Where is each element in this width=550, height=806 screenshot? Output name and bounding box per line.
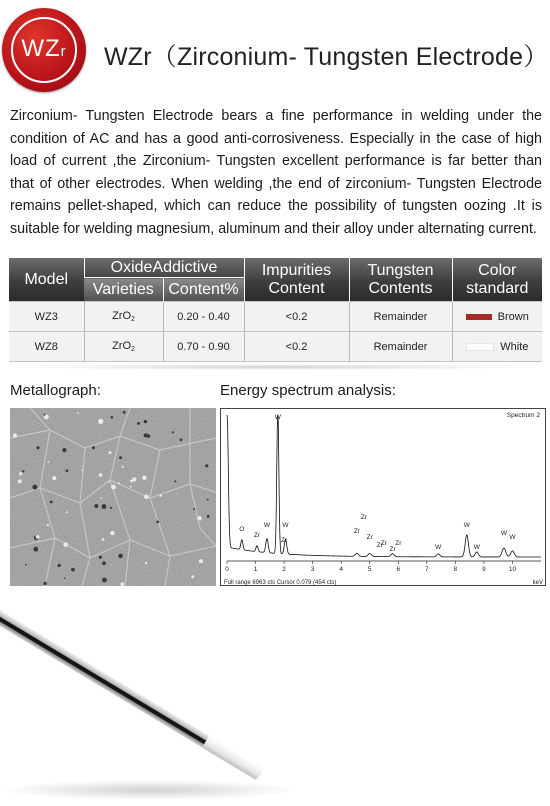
- energy-spectrum-chart: [220, 408, 546, 586]
- color-swatch: [466, 314, 492, 320]
- micro-pit: [58, 564, 61, 567]
- micro-pit: [172, 431, 174, 433]
- cell-variety: ZrO2: [84, 332, 163, 362]
- header-content: Content%: [163, 278, 244, 302]
- peak-label: W: [435, 544, 442, 551]
- micro-pit: [13, 433, 17, 437]
- micro-pit: [119, 456, 122, 459]
- peak-label: Zr: [389, 546, 396, 553]
- micro-pit: [32, 485, 37, 490]
- micro-pit: [92, 446, 95, 449]
- micro-pit: [62, 448, 66, 452]
- cell-model: WZ8: [34, 340, 58, 353]
- spectrum-footer: Full range 6963 cts Cursor 0.079 (454 cts): [224, 580, 337, 586]
- micro-pit: [130, 486, 132, 488]
- peak-label: O: [239, 526, 245, 533]
- x-tick-label: 7: [425, 566, 429, 573]
- peak-label: Zr: [376, 542, 383, 549]
- micro-pit: [191, 575, 194, 578]
- micro-pit: [110, 531, 114, 535]
- spectrum-unit: keV: [532, 580, 543, 586]
- cell-content: 0.70 - 0.90: [163, 332, 244, 362]
- micro-pit: [111, 485, 116, 490]
- cell-color: White: [452, 332, 542, 362]
- micro-pit: [98, 419, 103, 424]
- cell-impurities: <0.2: [244, 302, 349, 332]
- peak-label: W: [263, 522, 271, 529]
- table-shadow: [12, 364, 539, 370]
- x-tick-label: 9: [482, 566, 486, 573]
- micrograph-texture: [10, 408, 216, 586]
- micro-pit: [66, 511, 68, 513]
- micro-pit: [47, 524, 49, 526]
- electrode-rod-image: [0, 600, 550, 806]
- table-row: [9, 302, 542, 332]
- micro-pit: [71, 568, 75, 572]
- micro-pit: [50, 501, 53, 504]
- micro-pit: [66, 469, 69, 472]
- header-model: Model: [24, 270, 69, 288]
- x-tick-label: 2: [282, 566, 286, 573]
- spectrum-curve: [227, 415, 541, 557]
- header-impurities: Impurities Content: [244, 258, 349, 302]
- cell-impurities: <0.2: [244, 332, 349, 362]
- micro-pit: [207, 515, 210, 518]
- micro-pit: [99, 556, 102, 559]
- micro-pit: [25, 564, 27, 566]
- x-tick-label: 5: [367, 566, 372, 573]
- micro-pit: [145, 562, 147, 564]
- peak-label: W: [473, 544, 480, 551]
- peak-label: W: [509, 534, 516, 541]
- micro-pit: [122, 466, 124, 468]
- micro-pit: [144, 420, 147, 423]
- micro-pit: [102, 578, 107, 583]
- micro-pit: [63, 542, 68, 547]
- specification-table: [9, 258, 542, 362]
- peak-label: Zr: [366, 534, 373, 541]
- peak-label: Zr: [253, 532, 261, 539]
- micro-pit: [36, 446, 39, 449]
- header-oxide-additive: OxideAddictive: [84, 258, 244, 278]
- micro-pit: [110, 507, 112, 509]
- micro-pit: [94, 504, 98, 508]
- micro-pit: [108, 451, 111, 454]
- peak-label: Zr: [360, 514, 368, 521]
- peak-label: Zr: [353, 528, 360, 535]
- micro-pit: [123, 411, 126, 414]
- micro-pit: [36, 535, 40, 539]
- micro-pit: [18, 479, 22, 483]
- peak-label: W: [274, 414, 281, 421]
- micro-pit: [99, 473, 103, 477]
- x-tick-label: 4: [339, 566, 343, 573]
- metallograph-image: [10, 408, 216, 586]
- color-swatch: [466, 343, 494, 351]
- micro-pit: [156, 521, 159, 524]
- micro-pit: [174, 480, 176, 482]
- x-tick-label: 8: [453, 566, 458, 573]
- micro-pit: [111, 416, 114, 419]
- wzr-logo: [2, 8, 86, 92]
- peak-label: W: [463, 522, 470, 529]
- micro-pit: [102, 504, 107, 509]
- peak-label: W: [282, 522, 289, 529]
- micro-pit: [44, 582, 47, 585]
- micro-pit: [144, 433, 148, 437]
- table-row: [9, 332, 542, 362]
- micro-pit: [33, 547, 38, 552]
- cell-tungsten: Remainder: [349, 302, 452, 332]
- micro-pit: [44, 414, 46, 416]
- micro-pit: [120, 582, 124, 586]
- energy-spectrum-label: Energy spectrum analysis:: [220, 382, 396, 399]
- micro-pit: [102, 538, 105, 541]
- micro-pit: [144, 494, 149, 499]
- micro-pit: [197, 516, 201, 520]
- logo-text: WZr: [21, 35, 67, 62]
- header-tungsten: Tungsten Contents: [349, 258, 452, 302]
- micro-pit: [52, 476, 56, 480]
- micro-pit: [118, 482, 120, 484]
- peak-label: Zr: [281, 537, 288, 544]
- micro-pit: [48, 461, 50, 463]
- micro-pit: [64, 577, 66, 579]
- micro-pit: [100, 497, 102, 499]
- page-title: WZr（Zirconium- Tungsten Electrode）: [104, 43, 549, 71]
- spectrum-plot: [221, 409, 547, 587]
- x-tick-label: 6: [396, 566, 401, 573]
- header-varieties: Varieties: [84, 278, 163, 302]
- micro-pit: [199, 559, 203, 563]
- header-color: Color standard: [452, 258, 542, 302]
- micro-pit: [205, 464, 208, 467]
- micro-pit: [22, 470, 24, 472]
- metallograph-label: Metallograph:: [10, 382, 101, 399]
- cell-tungsten: Remainder: [349, 332, 452, 362]
- micro-pit: [160, 494, 162, 496]
- micro-pit: [118, 554, 123, 559]
- peak-label: W: [500, 530, 507, 537]
- cell-content: 0.20 - 0.40: [163, 302, 244, 332]
- spectrum-title: Spectrum 2: [506, 412, 540, 419]
- micro-pit: [132, 477, 136, 481]
- cell-variety: ZrO2: [84, 302, 163, 332]
- electrode-tip: [202, 736, 264, 781]
- x-tick-label: 3: [310, 566, 315, 573]
- micro-pit: [142, 476, 146, 480]
- peak-label: Zr: [395, 540, 402, 547]
- x-tick-label: 1: [253, 566, 258, 573]
- description-paragraph: Zirconium- Tungsten Electrode bears a fine performance in welding under the condition of AC and has a good anti-corrosiveness. Especially in the case of high load of current ,the Zirconium- Tungsten excellent performance is far better than that of other electrodes. When welding ,the end of zirconium- Tungsten Electrode remains pellet-shaped, which can reduce the possibility of tungsten oozing .It is suitable for welding magnesium, aluminum and their alloy under alternating current.: [10, 108, 542, 237]
- micro-pit: [207, 499, 209, 501]
- micro-pit: [102, 561, 106, 565]
- micro-pit: [77, 412, 79, 414]
- micro-pit: [82, 469, 84, 471]
- cell-model: WZ3: [34, 310, 58, 323]
- micro-pit: [180, 438, 183, 441]
- x-tick-label: 0: [225, 566, 229, 573]
- micro-pit: [108, 481, 110, 483]
- cell-color: Brown: [452, 302, 542, 332]
- micro-pit: [193, 508, 195, 510]
- micro-pit: [19, 472, 22, 475]
- x-tick-label: 10: [508, 566, 517, 573]
- micro-pit: [137, 422, 140, 425]
- peak-label: Zr: [380, 540, 388, 547]
